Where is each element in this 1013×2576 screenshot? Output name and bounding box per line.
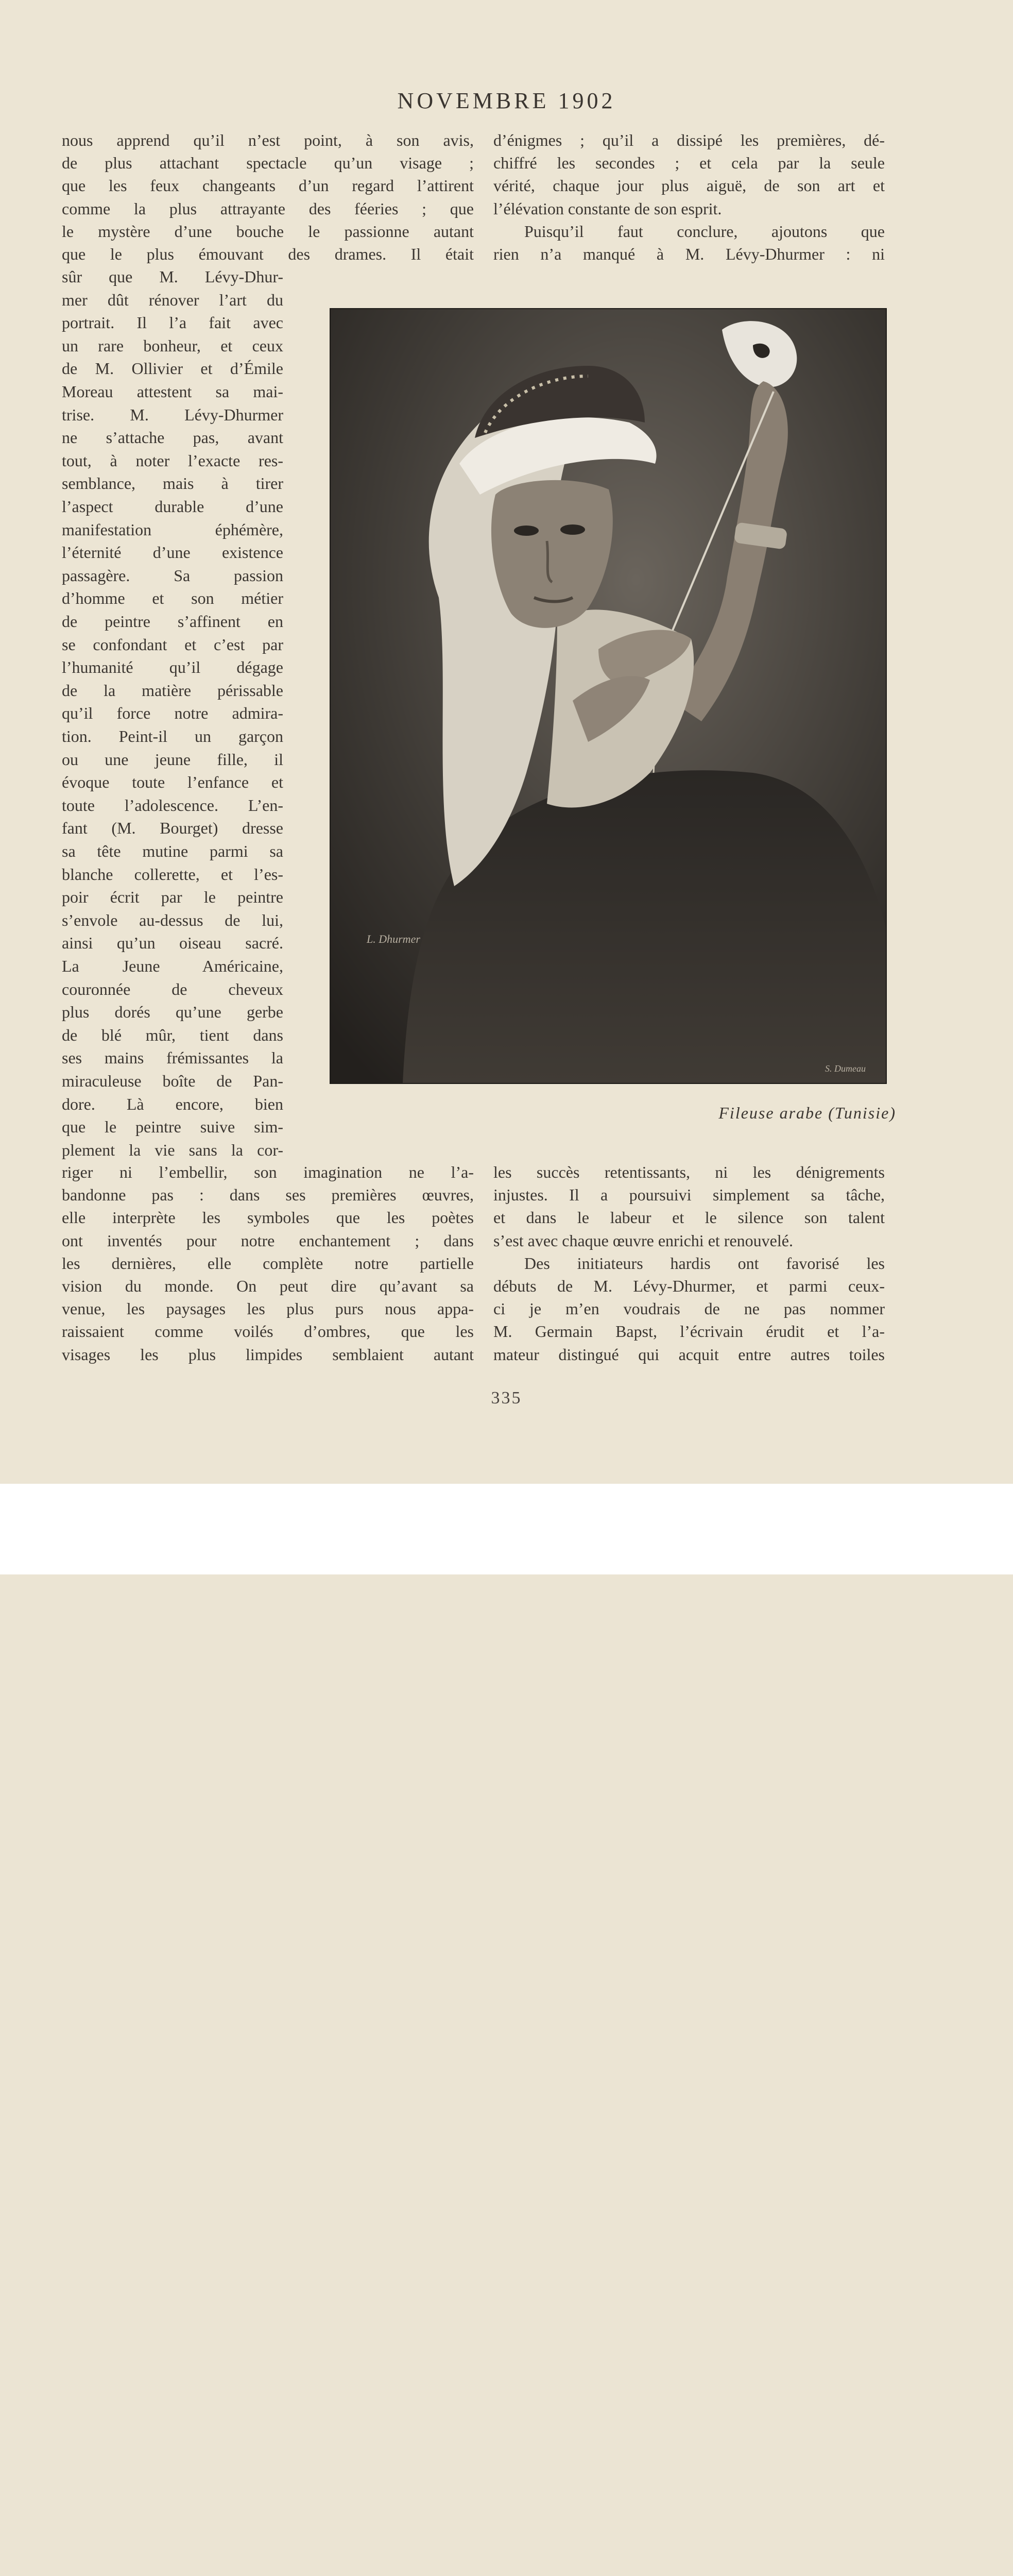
text-line: ne s’attache pas, avant [62,428,283,447]
text-line: La Jeune Américaine, [62,957,283,975]
text-line: mateur distingué qui acquit entre autres toiles [493,1345,885,1364]
text-line: mer dût rénover l’art du [62,290,283,309]
text-line: plement la vie sans la cor- [62,1140,283,1159]
text-line: de plus attachant spectacle qu’un visage ; [62,154,474,173]
text-line: que les feux changeants d’un regard l’attirent [62,176,474,195]
text-line: ci je m’en voudrais de ne pas nommer [493,1299,885,1318]
text-line: s’envole au-dessus de lui, [62,910,283,929]
text-line: sa tête mutine parmi sa [62,842,283,860]
text-line: d’énigmes ; qu’il a dissipé les premières, dé- [493,131,885,149]
text-line: manifestation éphémère, [62,520,283,539]
text-line: portrait. Il l’a fait avec [62,313,283,332]
text-line: raissaient comme voilés d’ombres, que les [62,1322,474,1341]
text-line: ses mains frémissantes la [62,1048,283,1067]
text-line: miraculeuse boîte de Pan- [62,1072,283,1090]
text-line: couronnée de cheveux [62,979,283,998]
text-line: fant (M. Bourget) dresse [62,819,283,838]
text-line: bandonne pas : dans ses premières œuvres, [62,1185,474,1205]
text-line: Puisqu’il faut conclure, ajoutons que [524,222,885,241]
text-line: l’élévation constante de son esprit. [493,199,722,218]
text-line: qu’il force notre admira- [62,704,283,723]
page-number: 335 [491,1388,522,1408]
text-line: nous apprend qu’il n’est point, à son avis, [62,131,474,149]
digitization-footer [0,1484,1013,1574]
text-line: riger ni l’embellir, son imagination ne l’a- [62,1163,474,1181]
plate-caption: Fileuse arabe (Tunisie) [718,1104,896,1122]
text-line: Des initiateurs hardis ont favorisé les [524,1253,885,1273]
text-line: M. Germain Bapst, l’écrivain érudit et l’a- [493,1322,885,1341]
text-line: s’est avec chaque œuvre enrichi et renouvelé. [493,1231,793,1250]
text-line: le mystère d’une bouche le passionne autant [62,222,474,241]
text-line: trise. M. Lévy-Dhurmer [62,405,283,424]
text-line: passagère. Sa passion [62,566,283,585]
text-line: elle interprète les symboles que les poètes [62,1208,474,1227]
painting-signature: L. Dhurmer [367,933,420,945]
text-line: venue, les paysages les plus purs nous appa- [62,1299,474,1318]
text-line: tion. Peint-il un garçon [62,727,283,745]
painting-illustration [331,309,886,1083]
text-line: dore. Là encore, bien [62,1094,283,1113]
text-line: Moreau attestent sa mai- [62,382,283,401]
text-line: l’aspect durable d’une [62,497,283,516]
text-line: et dans le labeur et le silence son talent [493,1208,885,1227]
text-line: d’homme et son métier [62,589,283,608]
text-line: que le peintre suive sim- [62,1117,283,1137]
text-line: débuts de M. Lévy-Dhurmer, et parmi ceux- [493,1277,885,1295]
text-line: se confondant et c’est par [62,635,283,654]
text-line: semblance, mais à tirer [62,474,283,493]
text-line: de blé mûr, tient dans [62,1025,283,1044]
text-line: vérité, chaque jour plus aiguë, de son art et [493,176,885,195]
text-line: les dernières, elle complète notre partielle [62,1253,474,1273]
text-line: ont inventés pour notre enchantement ; dans [62,1231,474,1250]
text-line: un rare bonheur, et ceux [62,336,283,355]
text-line: l’humanité qu’il dégage [62,658,283,677]
text-line: rien n’a manqué à M. Lévy-Dhurmer : ni [493,245,885,263]
text-line: poir écrit par le peintre [62,888,283,907]
painting-plate [330,308,887,1084]
text-line: que le plus émouvant des drames. Il était [62,245,474,263]
text-line: toute l’adolescence. L’en- [62,795,283,815]
text-line: plus dorés qu’une gerbe [62,1003,283,1022]
text-line: de M. Ollivier et d’Émile [62,359,283,378]
text-line: de peintre s’affinent en [62,612,283,631]
engraver-mark: S. Dumeau [825,1063,866,1074]
text-line: injustes. Il a poursuivi simplement sa tâche, [493,1185,885,1205]
text-line: évoque toute l’enfance et [62,773,283,792]
text-line: les succès retentissants, ni les dénigrements [493,1163,885,1181]
text-line: vision du monde. On peut dire qu’avant sa [62,1277,474,1295]
text-line: visages les plus limpides semblaient autant [62,1345,474,1364]
text-line: l’éternité d’une existence [62,543,283,562]
running-header: NOVEMBRE 1902 [397,88,616,113]
text-line: sûr que M. Lévy-Dhur- [62,267,283,286]
text-line: blanche collerette, et l’es- [62,865,283,884]
text-line: ainsi qu’un oiseau sacré. [62,934,283,953]
text-line: ou une jeune fille, il [62,750,283,769]
text-line: tout, à noter l’exacte res- [62,451,283,470]
text-line: comme la plus attrayante des féeries ; que [62,199,474,218]
text-line: de la matière périssable [62,681,283,700]
text-line: chiffré les secondes ; et cela par la seule [493,154,885,173]
